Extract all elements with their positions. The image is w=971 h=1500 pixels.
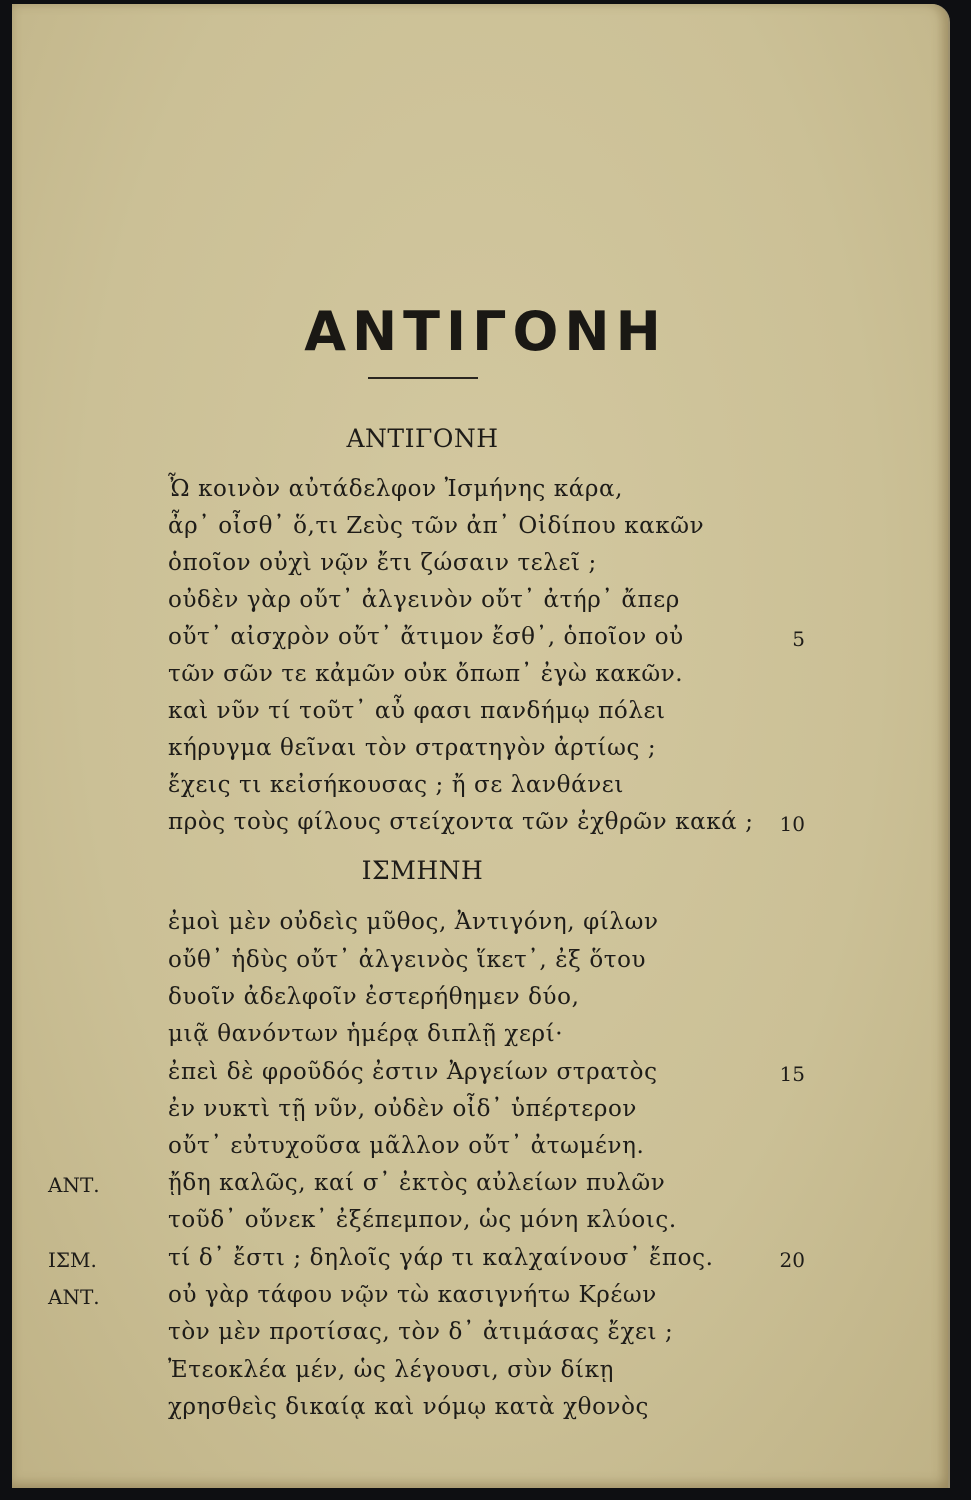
speaker-heading-ismene: ΙΣΜΗΝΗ	[361, 856, 484, 885]
verse-line: ἐπεὶ δὲ φροῦδός ἐστιν Ἀργείων στρατὸς	[168, 1059, 658, 1085]
verse-line: Ὦ κοινὸν αὐτάδελφον Ἰσμήνης κάρα,	[168, 476, 624, 502]
verse-line: ἔχεις τι κεἰσήκουσας ; ἤ σε λανθάνει	[168, 772, 624, 798]
verse-line: οὔθ᾽ ἡδὺς οὔτ᾽ ἀλγεινὸς ἵκετ᾽, ἐξ ὅτου	[168, 947, 647, 973]
speaker-abbreviation: ΑΝΤ.	[48, 1285, 100, 1309]
verse-line: ὁποῖον οὐχὶ νῷν ἔτι ζώσαιν τελεῖ ;	[168, 550, 597, 576]
verse-line: ᾔδη καλῶς, καί σ᾽ ἐκτὸς αὐλείων πυλῶν	[168, 1170, 666, 1196]
verse-line: οὐδὲν γὰρ οὔτ᾽ ἀλγεινὸν οὔτ᾽ ἀτήρ᾽ ἄπερ	[168, 587, 680, 613]
verse-line: ἐμοὶ μὲν οὐδεὶς μῦθος, Ἀντιγόνη, φίλων	[168, 909, 659, 935]
verse-line: πρὸς τοὺς φίλους στείχοντα τῶν ἐχθρῶν κακά ;	[168, 809, 754, 835]
verse-line: οὔτ᾽ εὐτυχοῦσα μᾶλλον οὔτ᾽ ἀτωμένη.	[168, 1133, 645, 1159]
verse-line: τί δ᾽ ἔστι ; δηλοῖς γάρ τι καλχαίνουσ᾽ ἔπος.	[168, 1245, 714, 1271]
verse-line: ἆρ᾽ οἶσθ᾽ ὅ,τι Ζεὺς τῶν ἀπ᾽ Οἰδίπου κακῶν	[168, 513, 705, 539]
verse-line: οὐ γὰρ τάφου νῷν τὼ κασιγνήτω Κρέων	[168, 1282, 657, 1308]
verse-line: τοῦδ᾽ οὔνεκ᾽ ἐξέπεμπον, ὡς μόνη κλύοις.	[168, 1207, 677, 1233]
line-number: 5	[792, 627, 805, 651]
verse-line: κήρυγμα θεῖναι τὸν στρατηγὸν ἀρτίως ;	[168, 735, 657, 761]
line-number: 20	[779, 1248, 805, 1272]
verse-line: χρησθεὶς δικαίᾳ καὶ νόμῳ κατὰ χθονὸς	[168, 1394, 650, 1420]
verse-line: τῶν σῶν τε κἀμῶν οὐκ ὄπωπ᾽ ἐγὼ κακῶν.	[168, 661, 684, 687]
verse-line: οὔτ᾽ αἰσχρὸν οὔτ᾽ ἄτιμον ἔσθ᾽, ὁποῖον οὐ	[168, 624, 684, 650]
verse-line: Ἐτεοκλέα μέν, ὡς λέγουσι, σὺν δίκῃ	[168, 1357, 615, 1383]
speaker-heading-antigone: ΑΝΤΙΓΟΝΗ	[346, 424, 499, 453]
speaker-abbreviation: ΙΣΜ.	[48, 1248, 97, 1272]
title-rule	[368, 377, 478, 379]
verse-line: δυοῖν ἀδελφοῖν ἐστερήθημεν δύο,	[168, 984, 580, 1010]
verse-line: τὸν μὲν προτίσας, τὸν δ᾽ ἀτιμάσας ἔχει ;	[168, 1319, 674, 1345]
line-number: 15	[779, 1062, 805, 1086]
speaker-abbreviation: ΑΝΤ.	[48, 1173, 100, 1197]
verse-line: μιᾷ θανόντων ἡμέρᾳ διπλῇ χερί·	[168, 1021, 564, 1047]
line-number: 10	[779, 812, 805, 836]
verse-line: ἐν νυκτὶ τῇ νῦν, οὐδὲν οἶδ᾽ ὑπέρτερον	[168, 1096, 637, 1122]
page-title: ΑΝΤΙΓΟΝΗ	[304, 300, 667, 363]
verse-line: καὶ νῦν τί τοῦτ᾽ αὖ φασι πανδήμῳ πόλει	[168, 698, 666, 724]
